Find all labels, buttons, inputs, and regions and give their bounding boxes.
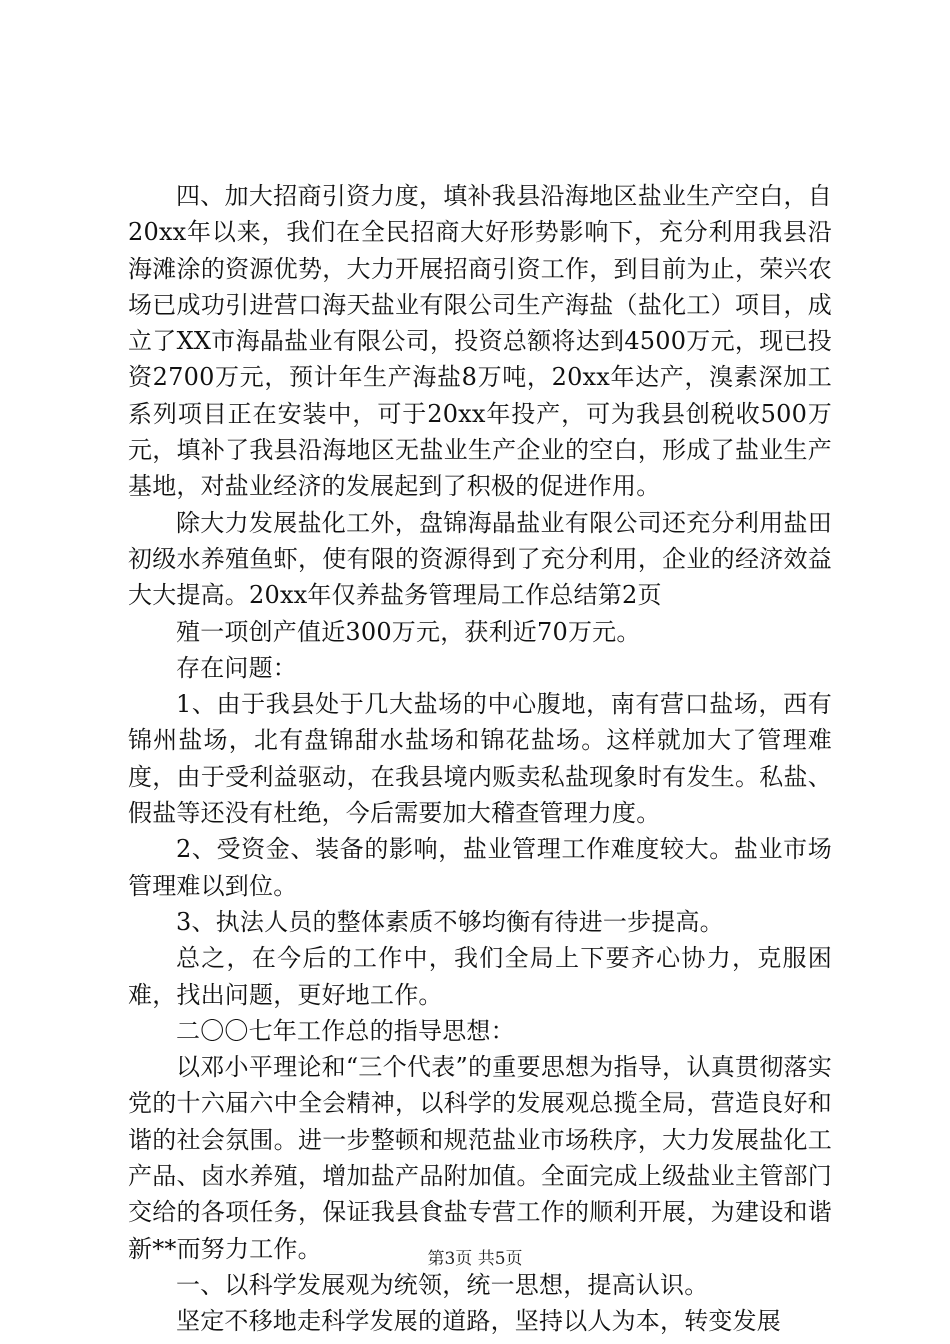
paragraph-problem-2: 2、受资金、装备的影响，盐业管理工作难度较大。盐业市场管理难以到位。 <box>128 835 832 900</box>
paragraph-scientific-development: 坚定不移地走科学发展的道路，坚持以人为本，转变发展 <box>176 1307 781 1336</box>
paragraph-problem-3: 3、执法人员的整体素质不够均衡有待进一步提高。 <box>176 907 724 936</box>
paragraph-summary: 总之，在今后的工作中，我们全局上下要齐心协力，克服困难，找出问题，更好地工作。 <box>128 944 832 1009</box>
paragraph-output-value: 殖一项创产值近300万元，获利近70万元。 <box>176 617 641 646</box>
paragraph-salt-chemical: 除大力发展盐化工外，盘锦海晶盐业有限公司还充分利用盐田初级水养殖鱼虾，使有限的资源得到了充分利用，企业的经济效益大大提高。20xx年仅养盐务管理局工作总结第2页 <box>128 508 832 610</box>
heading-guiding-thought: 二〇〇七年工作总的指导思想： <box>176 1016 515 1045</box>
paragraph-guiding-thought: 以邓小平理论和“三个代表”的重要思想为指导，认真贯彻落实党的十六届六中全会精神，以科学的发展观总揽全局，营造良好和谐的社会氛围。进一步整顿和规范盐业市场秩序，大力发展盐化工产品、卤水养殖，增加盐产品附加值。全面完成上级盐业主管部门交给的各项任务，保证我县食盐专营工作的顺利开展，为建设和谐新**而努力工作。 <box>128 1053 832 1263</box>
heading-problems: 存在问题： <box>176 653 297 682</box>
document-body <box>128 178 832 1340</box>
page-number-footer: 第3页 共5页 <box>427 1249 523 1269</box>
heading-section-one: 一、以科学发展观为统领，统一思想，提高认识。 <box>176 1270 709 1299</box>
paragraph-investment: 四、加大招商引资力度，填补我县沿海地区盐业生产空白，自20xx年以来，我们在全民招商大好形势影响下，充分利用我县沿海滩涂的资源优势，大力开展招商引资工作，到目前为止，荣兴农场已成功引进营口海天盐业有限公司生产海盐（盐化工）项目，成立了XX市海晶盐业有限公司，投资总额将达到4500万元，现已投资2700万元，预计年生产海盐8万吨，20xx年达产，溴素深加工系列项目正在安装中，可于20xx年投产，可为我县创税收500万元，填补了我县沿海地区无盐业生产企业的空白，形成了盐业生产基地，对盐业经济的发展起到了积极的促进作用。 <box>128 182 832 501</box>
paragraph-problem-1: 1、由于我县处于几大盐场的中心腹地，南有营口盐场，西有锦州盐场，北有盘锦甜水盐场和锦花盐场。这样就加大了管理难度，由于受利益驱动，在我县境内贩卖私盐现象时有发生。私盐、假盐等还没有杜绝，今后需要加大稽查管理力度。 <box>128 690 832 828</box>
